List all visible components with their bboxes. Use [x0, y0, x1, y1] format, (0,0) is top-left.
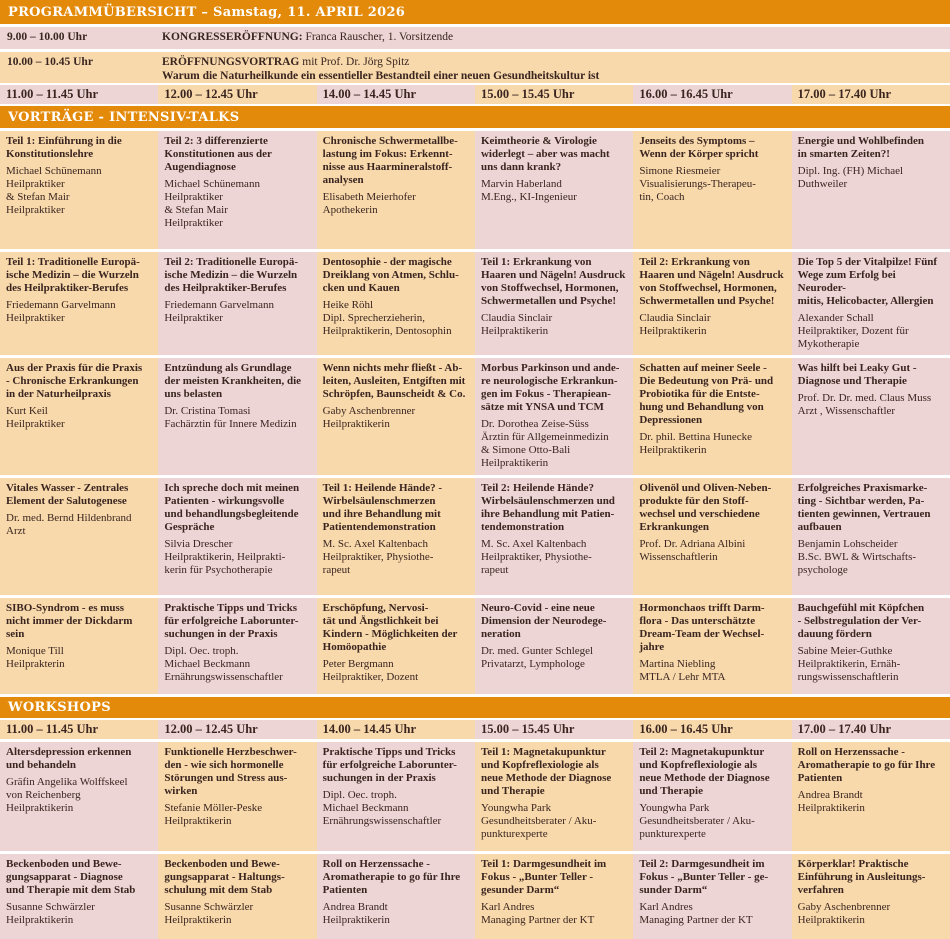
session-title: Die Top 5 der Vitalpilze! Fünf Wege zum Erfolg bei Neuroder- mitis, Helicobacter, Allergien: [797, 256, 938, 307]
session-title: Roll on Herzenssache - Aromatherapie to go für Ihre Patienten: [797, 746, 936, 784]
session-speaker: Claudia Sinclair Heilpraktikerin: [639, 312, 711, 337]
session-title: Olivenöl und Oliven-Neben- produkte für den Stoff- wechsel und verschiedene Erkrankungen: [639, 482, 772, 533]
session-cell: [317, 854, 475, 939]
session-speaker: Michael Schünemann Heilpraktiker & Stefan Mair Heilpraktiker: [6, 165, 102, 216]
session-cell: [475, 742, 633, 851]
session-speaker: Heike Röhl Dipl. Sprecherzieherin, Heilpraktikerin, Dentosophin: [322, 299, 452, 337]
session-cell: [633, 598, 791, 694]
session-cell: [475, 252, 633, 355]
time-slot: 17.00 – 17.40 Uhr: [792, 720, 950, 739]
session-cell: [633, 252, 791, 355]
session-title: Teil 2: Magnetakupunktur und Kopfreflexiologie als neue Methode der Diagnose und Therapie: [639, 746, 770, 797]
session-cell: [475, 854, 633, 939]
session-title: Altersdepression erkennen und behandeln: [6, 746, 132, 771]
session-title: Roll on Herzenssache - Aromatherapie to go für Ihre Patienten: [322, 858, 461, 896]
session-speaker: Dr. phil. Bettina Hunecke Heilpraktikerin: [639, 431, 753, 456]
session-cell: [317, 598, 475, 694]
session-speaker: Dipl. Oec. troph. Michael Beckmann Ernährungswissenschaftler: [164, 645, 283, 683]
time-slot: 16.00 – 16.45 Uhr: [633, 720, 791, 739]
page-title: PROGRAMMÜBERSICHT – Samstag, 11. APRIL 2026: [8, 4, 406, 20]
session-title: Beckenboden und Bewe- gungsapparat - Diagnose und Therapie mit dem Stab: [6, 858, 136, 896]
session-row: [0, 252, 950, 355]
session-cell: [475, 358, 633, 475]
session-cell: [792, 358, 950, 475]
time-slot: 14.00 – 14.45 Uhr: [317, 720, 475, 739]
session-speaker: M. Sc. Axel Kaltenbach Heilpraktiker, Physiothe- rapeut: [480, 538, 592, 576]
session-speaker: Friedemann Garvelmann Heilpraktiker: [6, 299, 116, 324]
session-speaker: Benjamin Lohscheider B.Sc. BWL & Wirtschafts- psychologe: [797, 538, 917, 576]
keynote-label: ERÖFFNUNGSVORTRAG: [162, 56, 300, 68]
session-speaker: Stefanie Möller-Peske Heilpraktikerin: [164, 802, 263, 827]
session-speaker: Youngwha Park Gesundheitsberater / Aku- punkturexperte: [639, 802, 755, 840]
session-cell: [158, 358, 316, 475]
opening-time: 9.00 – 10.00 Uhr: [7, 31, 88, 43]
session-title: Teil 2: Traditionelle Europä- ische Medizin – die Wurzeln des Heilpraktiker-Berufes: [164, 256, 299, 294]
session-title: Erfolgreiches Praxismarke- ting - Sichtbar werden, Pa- tienten gewinnen, Vertrauen aufbauen: [797, 482, 931, 533]
session-speaker: Susanne Schwärzler Heilpraktikerin: [6, 901, 95, 926]
session-cell: [0, 252, 158, 355]
keynote-subtitle: Warum die Naturheilkunde ein essentieller Bestandteil einer neuen Gesundheitskultur ist: [162, 70, 600, 82]
session-speaker: Youngwha Park Gesundheitsberater / Aku- punkturexperte: [480, 802, 597, 840]
session-speaker: Andrea Brandt Heilpraktikerin: [797, 789, 865, 814]
time-slot: 11.00 – 11.45 Uhr: [0, 85, 158, 104]
keynote-time: 10.00 – 10.45 Uhr: [7, 56, 93, 68]
session-title: Praktische Tipps und Tricks für erfolgreiche Laborunter- suchungen in der Praxis: [322, 746, 457, 784]
session-speaker: Kurt Keil Heilpraktiker: [6, 405, 65, 430]
session-cell: [317, 252, 475, 355]
session-title: Teil 2: 3 differenzierte Konstitutionen aus der Augendiagnose: [164, 135, 272, 173]
session-title: Teil 2: Heilende Hände? Wirbelsäulenschmerzen und ihre Behandlung mit Patien- tendemonstration: [480, 482, 615, 533]
session-title: Erschöpfung, Nervosi- tät und Ängstlichkeit bei Kindern - Möglichkeiten der Homöopathie: [322, 602, 458, 653]
session-cell: [792, 854, 950, 939]
session-title: Teil 1: Traditionelle Europä- ische Medizin – die Wurzeln des Heilpraktiker-Berufes: [6, 256, 140, 294]
session-speaker: Dr. Dorothea Zeise-Süss Ärztin für Allgemeinmedizin & Simone Otto-Bali Heilpraktikerin: [480, 418, 609, 469]
session-title: Hormonchaos trifft Darm- flora - Das unterschätzte Dream-Team der Wechsel- jahre: [639, 602, 765, 653]
session-speaker: Dr. med. Gunter Schlegel Privatarzt, Lymphologe: [480, 645, 594, 670]
session-speaker: Dr. Cristina Tomasi Fachärztin für Innere Medizin: [164, 405, 297, 430]
workshops-section-title: WORKSHOPS: [8, 700, 111, 715]
time-slot: 17.00 – 17.40 Uhr: [792, 85, 950, 104]
session-cell: [792, 478, 950, 595]
session-row: [0, 598, 950, 694]
session-title: Jenseits des Symptoms – Wenn der Körper spricht: [639, 135, 759, 160]
session-title: Teil 1: Heilende Hände? - Wirbelsäulenschmerzen und ihre Behandlung mit Patientendemonstration: [322, 482, 443, 533]
session-title: Dentosophie - der magische Dreiklang von Atmen, Schlu- cken und Kauen: [322, 256, 459, 294]
session-cell: [633, 478, 791, 595]
talks-section-title: VORTRÄGE - INTENSIV-TALKS: [8, 109, 240, 125]
session-title: Teil 2: Erkrankung von Haaren und Nägeln! Ausdruck von Stoffwechsel, Hormonen, Schwermetallen und Psyche!: [639, 256, 784, 307]
session-cell: [158, 131, 316, 249]
time-slot: 12.00 – 12.45 Uhr: [158, 85, 316, 104]
session-title: Keimtheorie & Virologie widerlegt – aber was macht uns dann krank?: [480, 135, 610, 173]
page-title-bar: [0, 0, 950, 24]
session-cell: [633, 742, 791, 851]
session-title: Teil 2: Darmgesundheit im Fokus - „Bunter Teller - ge- sunder Darm“: [639, 858, 769, 896]
session-title: Energie und Wohlbefinden in smarten Zeiten?!: [797, 135, 924, 160]
opening-label: KONGRESSERÖFFNUNG:: [162, 31, 303, 43]
session-cell: [158, 854, 316, 939]
session-cell: [317, 478, 475, 595]
session-title: Teil 1: Erkrankung von Haaren und Nägeln! Ausdruck von Stoffwechsel, Hormonen, Schwermetallen und Psyche!: [480, 256, 626, 307]
session-cell: [158, 252, 316, 355]
session-speaker: Simone Riesmeier Visualisierungs-Therapeu- tin, Coach: [639, 165, 756, 203]
session-title: Praktische Tipps und Tricks für erfolgreiche Laborunter- suchungen in der Praxis: [164, 602, 299, 640]
session-cell: [317, 358, 475, 475]
session-cell: [633, 854, 791, 939]
session-title: Neuro-Covid - eine neue Dimension der Neurodege- neration: [480, 602, 607, 640]
session-title: Teil 1: Magnetakupunktur und Kopfreflexiologie als neue Methode der Diagnose und Therapie: [480, 746, 612, 797]
session-cell: [792, 252, 950, 355]
session-speaker: Susanne Schwärzler Heilpraktikerin: [164, 901, 254, 926]
session-speaker: Alexander Schall Heilpraktiker, Dozent für Mykotherapie: [797, 312, 909, 350]
workshops-grid: [0, 742, 950, 939]
session-speaker: Dipl. Oec. troph. Michael Beckmann Ernährungswissenschaftler: [322, 789, 442, 827]
time-slot: 14.00 – 14.45 Uhr: [317, 85, 475, 104]
session-row: [0, 854, 950, 939]
session-speaker: Karl Andres Managing Partner der KT: [639, 901, 753, 926]
session-cell: [158, 478, 316, 595]
session-speaker: Elisabeth Meierhofer Apothekerin: [322, 191, 416, 216]
session-cell: [792, 131, 950, 249]
session-title: Vitales Wasser - Zentrales Element der Salutogenese: [6, 482, 129, 507]
session-cell: [792, 598, 950, 694]
session-speaker: Martina Niebling MTLA / Lehr MTA: [639, 658, 726, 683]
workshops-section-header: [0, 697, 950, 718]
talks-grid: [0, 131, 950, 694]
time-slot: 11.00 – 11.45 Uhr: [0, 720, 158, 739]
session-speaker: Michael Schünemann Heilpraktiker & Stefan Mair Heilpraktiker: [164, 178, 260, 229]
session-row: [0, 131, 950, 249]
opening-row: [0, 27, 950, 49]
session-cell: [0, 742, 158, 851]
time-slot: 16.00 – 16.45 Uhr: [633, 85, 791, 104]
session-title: Beckenboden und Bewe- gungsapparat - Haltungs- schulung mit dem Stab: [164, 858, 285, 896]
session-cell: [475, 131, 633, 249]
workshops-time-row: [0, 720, 950, 739]
session-speaker: Peter Bergmann Heilpraktiker, Dozent: [322, 658, 419, 683]
session-speaker: Andrea Brandt Heilpraktikerin: [322, 901, 390, 926]
session-cell: [475, 598, 633, 694]
session-title: Funktionelle Herzbeschwer- den - wie sich hormonelle Störungen und Stress aus- wirken: [164, 746, 297, 797]
session-cell: [317, 131, 475, 249]
session-speaker: Silvia Drescher Heilpraktikerin, Heilprakti- kerin für Psychotherapie: [164, 538, 286, 576]
time-slot: 15.00 – 15.45 Uhr: [475, 85, 633, 104]
session-cell: [158, 742, 316, 851]
session-title: Wenn nichts mehr fließt - Ab- leiten, Ausleiten, Entgiften mit Schröpfen, Baunscheidt & Co.: [322, 362, 466, 400]
session-speaker: Claudia Sinclair Heilpraktikerin: [480, 312, 553, 337]
session-speaker: M. Sc. Axel Kaltenbach Heilpraktiker, Physiothe- rapeut: [322, 538, 434, 576]
session-title: Körperklar! Praktische Einführung in Ausleitungs- verfahren: [797, 858, 926, 896]
session-cell: [792, 742, 950, 851]
session-title: Entzündung als Grundlage der meisten Krankheiten, die uns belasten: [164, 362, 302, 400]
session-row: [0, 742, 950, 851]
session-title: Chronische Schwermetallbe- lastung im Fokus: Erkennt- nisse aus Haarmineralstoff- analysen: [322, 135, 458, 186]
session-speaker: Friedemann Garvelmann Heilpraktiker: [164, 299, 274, 324]
session-row: [0, 358, 950, 475]
session-title: Ich spreche doch mit meinen Patienten - wirkungsvolle und behandlungsbegleitende Gespräche: [164, 482, 300, 533]
time-slot: 12.00 – 12.45 Uhr: [158, 720, 316, 739]
talks-section-header: [0, 106, 950, 128]
session-cell: [0, 854, 158, 939]
talks-time-row: [0, 85, 950, 104]
session-title: Teil 1: Einführung in die Konstitutionslehre: [6, 135, 122, 160]
session-row: [0, 478, 950, 595]
session-cell: [0, 598, 158, 694]
session-cell: [633, 131, 791, 249]
session-title: Morbus Parkinson und ande- re neurologische Erkrankun- gen im Fokus - Therapiean- sätze mit YNSA und TCM: [480, 362, 620, 413]
keynote-text: mit Prof. Dr. Jörg Spitz: [299, 56, 410, 68]
session-speaker: Gräfin Angelika Wolffskeel von Reichenberg Heilpraktikerin: [6, 776, 128, 814]
session-speaker: Monique Till Heilprakterin: [6, 645, 65, 670]
session-cell: [0, 478, 158, 595]
session-speaker: Marvin Haberland M.Eng., KI-Ingenieur: [480, 178, 577, 203]
keynote-row: [0, 52, 950, 83]
session-speaker: Dr. med. Bernd Hildenbrand Arzt: [6, 512, 132, 537]
session-cell: [475, 478, 633, 595]
session-speaker: Gaby Aschenbrenner Heilpraktikerin: [322, 405, 416, 430]
session-speaker: Dipl. Ing. (FH) Michael Duthweiler: [797, 165, 904, 190]
session-title: Teil 1: Darmgesundheit im Fokus - „Bunter Teller - gesunder Darm“: [480, 858, 607, 896]
session-title: Schatten auf meiner Seele - Die Bedeutung von Prä- und Probiotika für die Entste- hung und Behandlung von Depressionen: [639, 362, 774, 426]
session-cell: [633, 358, 791, 475]
session-title: SIBO-Syndrom - es muss nicht immer der Dickdarm sein: [6, 602, 133, 640]
session-speaker: Prof. Dr. Adriana Albini Wissenschaftlerin: [639, 538, 746, 563]
session-title: Aus der Praxis für die Praxis - Chronische Erkrankungen in der Naturheilpraxis: [6, 362, 143, 400]
session-cell: [0, 358, 158, 475]
session-cell: [317, 742, 475, 851]
session-speaker: Karl Andres Managing Partner der KT: [480, 901, 595, 926]
session-cell: [158, 598, 316, 694]
session-title: Was hilft bei Leaky Gut - Diagnose und Therapie: [797, 362, 917, 387]
session-cell: [0, 131, 158, 249]
session-speaker: Gaby Aschenbrenner Heilpraktikerin: [797, 901, 891, 926]
session-speaker: Sabine Meier-Guthke Heilpraktikerin, Ernäh- rungswissenschaftlerin: [797, 645, 901, 683]
session-speaker: Prof. Dr. Dr. med. Claus Muss Arzt , Wissenschaftler: [797, 392, 932, 417]
session-title: Bauchgefühl mit Köpfchen - Selbstregulation der Ver- dauung fördern: [797, 602, 925, 640]
opening-text: Franca Rauscher, 1. Vorsitzende: [302, 31, 454, 43]
time-slot: 15.00 – 15.45 Uhr: [475, 720, 633, 739]
